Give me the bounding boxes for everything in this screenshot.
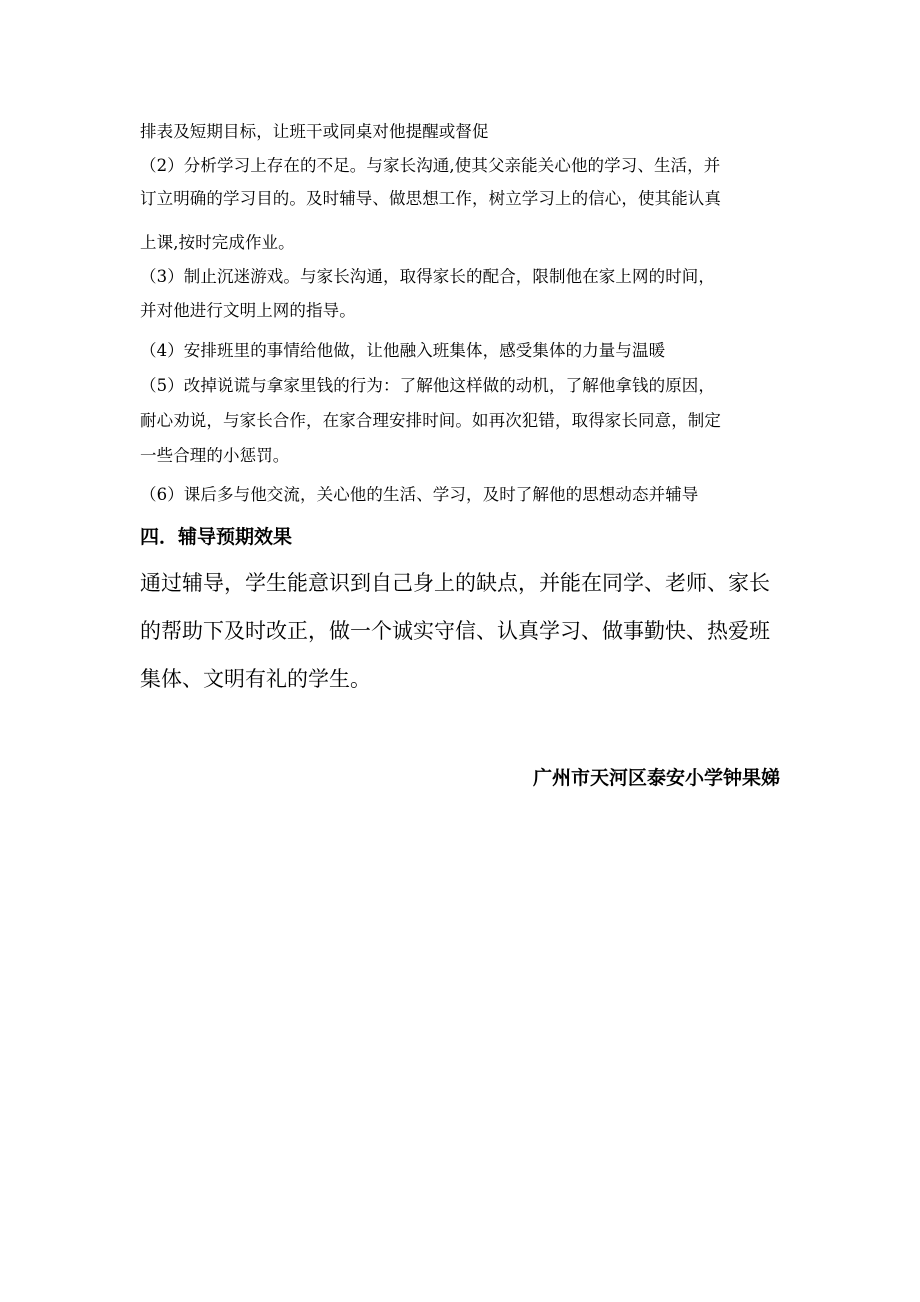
text-line: 并对他进行文明上网的指导。 bbox=[140, 301, 356, 320]
effect-line: 的帮助下及时改正，做一个诚实守信、认真学习、做事勤快、热爱班 bbox=[140, 619, 770, 643]
author-signature: 广州市天河区泰安小学钟果娣 bbox=[532, 767, 780, 789]
text-line: 订立明确的学习目的。及时辅导、做思想工作，树立学习上的信心，使其能认真 bbox=[140, 189, 721, 208]
section-heading: 四．辅导预期效果 bbox=[140, 526, 293, 548]
text-line: （2）分析学习上存在的不足。与家长沟通,使其父亲能关心他的学习、生活，并 bbox=[140, 156, 721, 175]
text-line: 一些合理的小惩罚。 bbox=[140, 446, 290, 465]
text-line: （5）改掉说谎与拿家里钱的行为：了解他这样做的动机，了解他拿钱的原因， bbox=[140, 376, 715, 395]
effect-line: 通过辅导，学生能意识到自己身上的缺点，并能在同学、老师、家长 bbox=[140, 571, 770, 595]
text-line: （6）课后多与他交流，关心他的生活、学习，及时了解他的思想动态并辅导 bbox=[140, 485, 699, 504]
text-line: 耐心劝说，与家长合作，在家合理安排时间。如再次犯错，取得家长同意，制定 bbox=[140, 411, 721, 430]
text-line: 上课,按时完成作业。 bbox=[140, 233, 295, 252]
effect-line: 集体、文明有礼的学生。 bbox=[140, 667, 371, 691]
text-line: （3）制止沉迷游戏。与家长沟通，取得家长的配合，限制他在家上网的时间， bbox=[140, 267, 715, 286]
text-line: （4）安排班里的事情给他做，让他融入班集体，感受集体的力量与温暖 bbox=[140, 341, 666, 360]
text-line: 排表及短期目标，让班干或同桌对他提醒或督促 bbox=[140, 122, 489, 141]
